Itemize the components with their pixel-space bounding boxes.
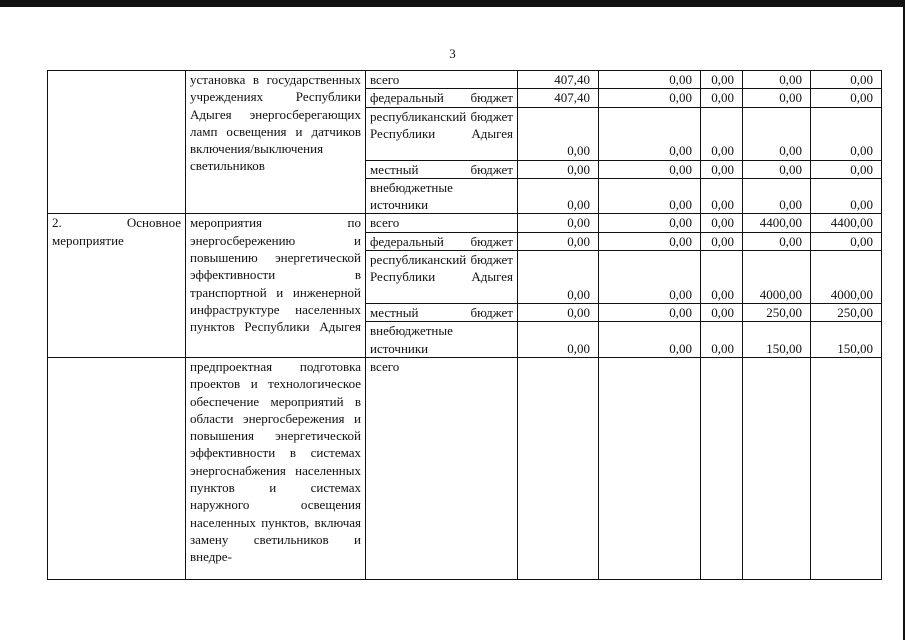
amount-cell [743, 357, 811, 579]
amount-cell: 0,00 [518, 107, 599, 160]
activity-description-cell: установка в государственных учреждениях Республики Адыгея энергосберегающих ламп освещения и датчиков включения/выключения светильников [186, 71, 366, 214]
amount-cell: 0,00 [701, 232, 743, 250]
page-top-border [0, 0, 905, 7]
table-row [48, 71, 882, 89]
amount-cell: 407,40 [518, 89, 599, 107]
funding-source-cell: внебюджетные источники [366, 178, 518, 214]
funding-source-cell: всего [366, 214, 518, 232]
amount-cell: 0,00 [518, 232, 599, 250]
amount-cell: 0,00 [811, 107, 882, 160]
amount-cell: 4000,00 [743, 251, 811, 304]
funding-source-cell: местный бюджет [366, 160, 518, 178]
funding-source-cell: всего [366, 357, 518, 579]
amount-cell: 0,00 [518, 304, 599, 322]
amount-cell: 150,00 [811, 322, 882, 358]
amount-cell [701, 357, 743, 579]
amount-cell: 0,00 [743, 232, 811, 250]
table-body [48, 71, 882, 580]
amount-cell: 250,00 [811, 304, 882, 322]
table-row [48, 357, 882, 579]
amount-cell: 0,00 [743, 107, 811, 160]
amount-cell: 0,00 [599, 322, 701, 358]
amount-cell: 0,00 [518, 178, 599, 214]
amount-cell: 0,00 [701, 107, 743, 160]
activity-title-cell [48, 357, 186, 579]
page-number: 3 [449, 46, 456, 61]
amount-cell: 0,00 [701, 304, 743, 322]
amount-cell: 0,00 [599, 214, 701, 232]
amount-cell: 0,00 [599, 107, 701, 160]
amount-cell: 0,00 [701, 160, 743, 178]
amount-cell: 0,00 [599, 71, 701, 89]
amount-cell: 0,00 [518, 322, 599, 358]
amount-cell: 407,40 [518, 71, 599, 89]
amount-cell [599, 357, 701, 579]
amount-cell: 0,00 [811, 178, 882, 214]
amount-cell: 0,00 [599, 232, 701, 250]
activity-title-cell [48, 71, 186, 214]
activity-title-cell: 2. Основное мероприятие [48, 214, 186, 357]
amount-cell: 0,00 [599, 251, 701, 304]
amount-cell: 0,00 [701, 322, 743, 358]
table-row [48, 214, 882, 232]
amount-cell [518, 357, 599, 579]
amount-cell: 0,00 [743, 71, 811, 89]
amount-cell: 150,00 [743, 322, 811, 358]
amount-cell: 0,00 [701, 89, 743, 107]
funding-source-cell: федеральный бюджет [366, 89, 518, 107]
amount-cell: 0,00 [811, 89, 882, 107]
amount-cell: 4000,00 [811, 251, 882, 304]
amount-cell: 0,00 [811, 160, 882, 178]
amount-cell: 0,00 [599, 178, 701, 214]
amount-cell: 0,00 [811, 232, 882, 250]
funding-source-cell: внебюджетные источники [366, 322, 518, 358]
amount-cell: 0,00 [518, 214, 599, 232]
amount-cell: 0,00 [599, 160, 701, 178]
activity-description-cell: предпроектная подготовка проектов и технологическое обеспечение мероприятий в области энергосбережения и повышения энергетической эффективности в системах энергоснабжения населенных пунктов и системах наружного освещения населенных пунктов, включая замену светильников и внедре- [186, 357, 366, 579]
amount-cell: 0,00 [811, 71, 882, 89]
amount-cell: 4400,00 [811, 214, 882, 232]
amount-cell: 0,00 [701, 251, 743, 304]
amount-cell: 4400,00 [743, 214, 811, 232]
amount-cell: 0,00 [743, 178, 811, 214]
activity-description-cell: мероприятия по энергосбережению и повышению энергетической эффективности в транспортной и инженерной инфраструктуре населенных пунктов Республики Адыгея [186, 214, 366, 357]
funding-source-cell: местный бюджет [366, 304, 518, 322]
funding-source-cell: всего [366, 71, 518, 89]
amount-cell: 250,00 [743, 304, 811, 322]
amount-cell: 0,00 [599, 304, 701, 322]
amount-cell: 0,00 [743, 160, 811, 178]
amount-cell: 0,00 [518, 160, 599, 178]
funding-source-cell: республиканский бюджет Республики Адыгея [366, 107, 518, 160]
funding-source-cell: федеральный бюджет [366, 232, 518, 250]
amount-cell [811, 357, 882, 579]
amount-cell: 0,00 [599, 89, 701, 107]
amount-cell: 0,00 [701, 178, 743, 214]
amount-cell: 0,00 [701, 71, 743, 89]
funding-source-cell: республиканский бюджет Республики Адыгея [366, 251, 518, 304]
amount-cell: 0,00 [518, 251, 599, 304]
budget-table [47, 70, 882, 580]
amount-cell: 0,00 [701, 214, 743, 232]
amount-cell: 0,00 [743, 89, 811, 107]
